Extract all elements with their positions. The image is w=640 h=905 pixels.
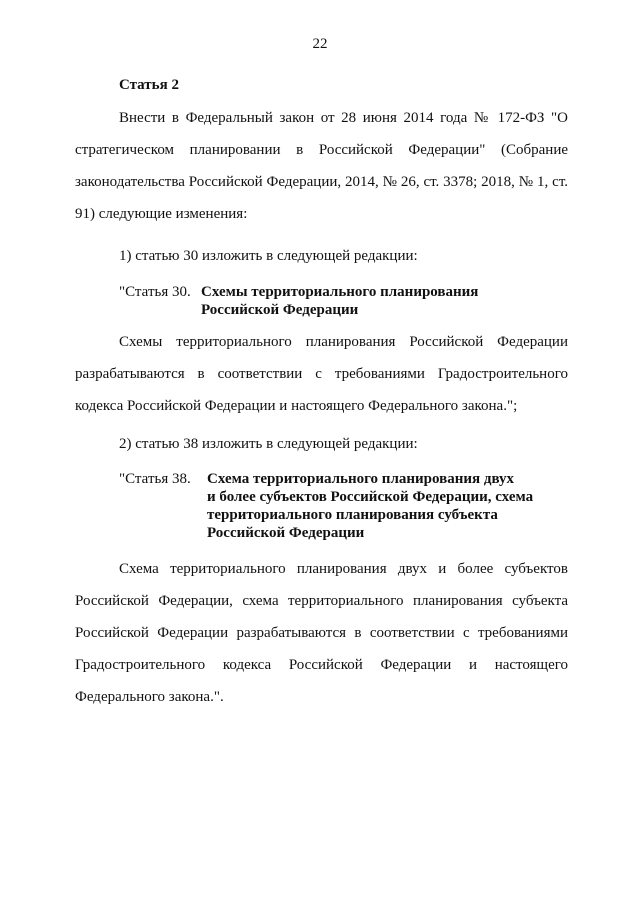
item2-quoted-label: "Статья 38.	[119, 471, 191, 487]
page-number: 22	[312, 36, 328, 52]
item2-quoted-title-line: Схема территориального планирования двух	[207, 471, 515, 487]
item2-body-text: Схема территориального планирования двух и более субъектов Российской Федерации, схема территориального планирования субъекта Российской Федерации разрабатываются в соответствии с требованиями Градостроительного кодекса Российской Федерации и настоящего Федерального закона.".	[75, 561, 568, 705]
item2-body	[75, 553, 568, 713]
item1-quoted-heading	[119, 283, 569, 319]
item1-quoted-title-line: Российской Федерации	[201, 302, 359, 318]
item2-quoted-heading	[119, 470, 569, 542]
item2-quoted-title	[207, 470, 533, 542]
intro-paragraph-text: Внести в Федеральный закон от 28 июня 2014 года № 172-ФЗ "О стратегическом планировании в Российской Федерации" (Собрание законодательства Российской Федерации, 2014, № 26, ст. 3378; 2018, № 1, ст. 91) следующие изменения:	[75, 110, 568, 222]
item1-body	[75, 326, 568, 422]
item1-quoted-label: "Статья 30.	[119, 284, 191, 300]
item2-quoted-title-line: Российской Федерации	[207, 525, 365, 541]
item1-quoted-title	[201, 283, 478, 319]
intro-paragraph	[75, 102, 568, 230]
item1-instruction-text: 1) статью 30 изложить в следующей редакции:	[119, 248, 418, 264]
item1-quoted-title-line: Схемы территориального планирования	[201, 284, 479, 300]
item2-instruction	[75, 428, 568, 460]
item1-instruction	[75, 240, 568, 272]
item1-body-text: Схемы территориального планирования Российской Федерации разрабатываются в соответствии с требованиями Градостроительного кодекса Российской Федерации и настоящего Федерального закона.";	[75, 334, 568, 414]
item2-quoted-title-line: и более субъектов Российской Федерации, схема	[207, 489, 534, 505]
item2-quoted-title-line: территориального планирования субъекта	[207, 507, 498, 523]
article-heading: Статья 2	[119, 77, 179, 93]
item2-instruction-text: 2) статью 38 изложить в следующей редакции:	[119, 436, 418, 452]
